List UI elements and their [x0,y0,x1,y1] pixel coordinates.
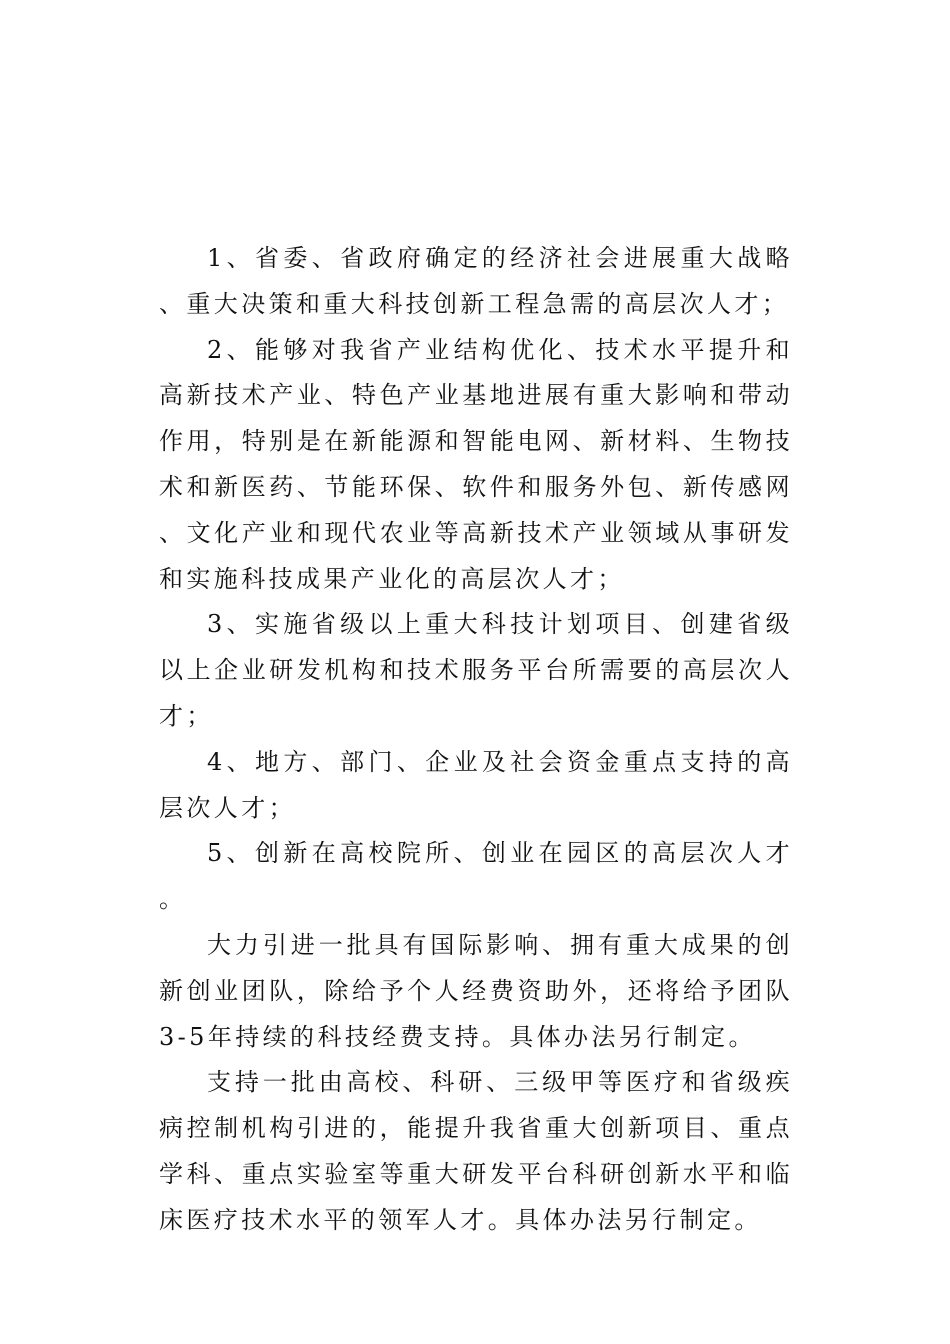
paragraph-item-5: 5、创新在高校院所、创业在园区的高层次人才。 [159,839,793,914]
paragraph-item-1: 1、省委、省政府确定的经济社会进展重大战略、重大决策和重大科技创新工程急需的高层次人才； [159,244,793,318]
paragraph-item-2: 2、能够对我省产业结构优化、技术水平提升和高新技术产业、特色产业基地进展有重大影响和带动作用，特别是在新能源和智能电网、新材料、生物技术和新医药、节能环保、软件和服务外包、新传感网、文化产业和现代农业等高新技术产业领域从事研发和实施科技成果产业化的高层次人才； [159,335,793,593]
paragraph-team-support: 大力引进一批具有国际影响、拥有重大成果的创新创业团队，除给予个人经费资助外，还将给予团队3-5年持续的科技经费支持。具体办法另行制定。 [159,930,793,1051]
paragraph-item-3: 3、实施省级以上重大科技计划项目、创建省级以上企业研发机构和技术服务平台所需要的高层次人才； [159,610,793,730]
paragraph-item-4: 4、地方、部门、企业及社会资金重点支持的高层次人才； [159,747,793,822]
document-page [159,236,793,1244]
paragraph-leading-talent: 支持一批由高校、科研、三级甲等医疗和省级疾病控制机构引进的，能提升我省重大创新项目、重点学科、重点实验室等重大研发平台科研创新水平和临床医疗技术水平的领军人才。具体办法另行制定。 [159,1068,793,1234]
